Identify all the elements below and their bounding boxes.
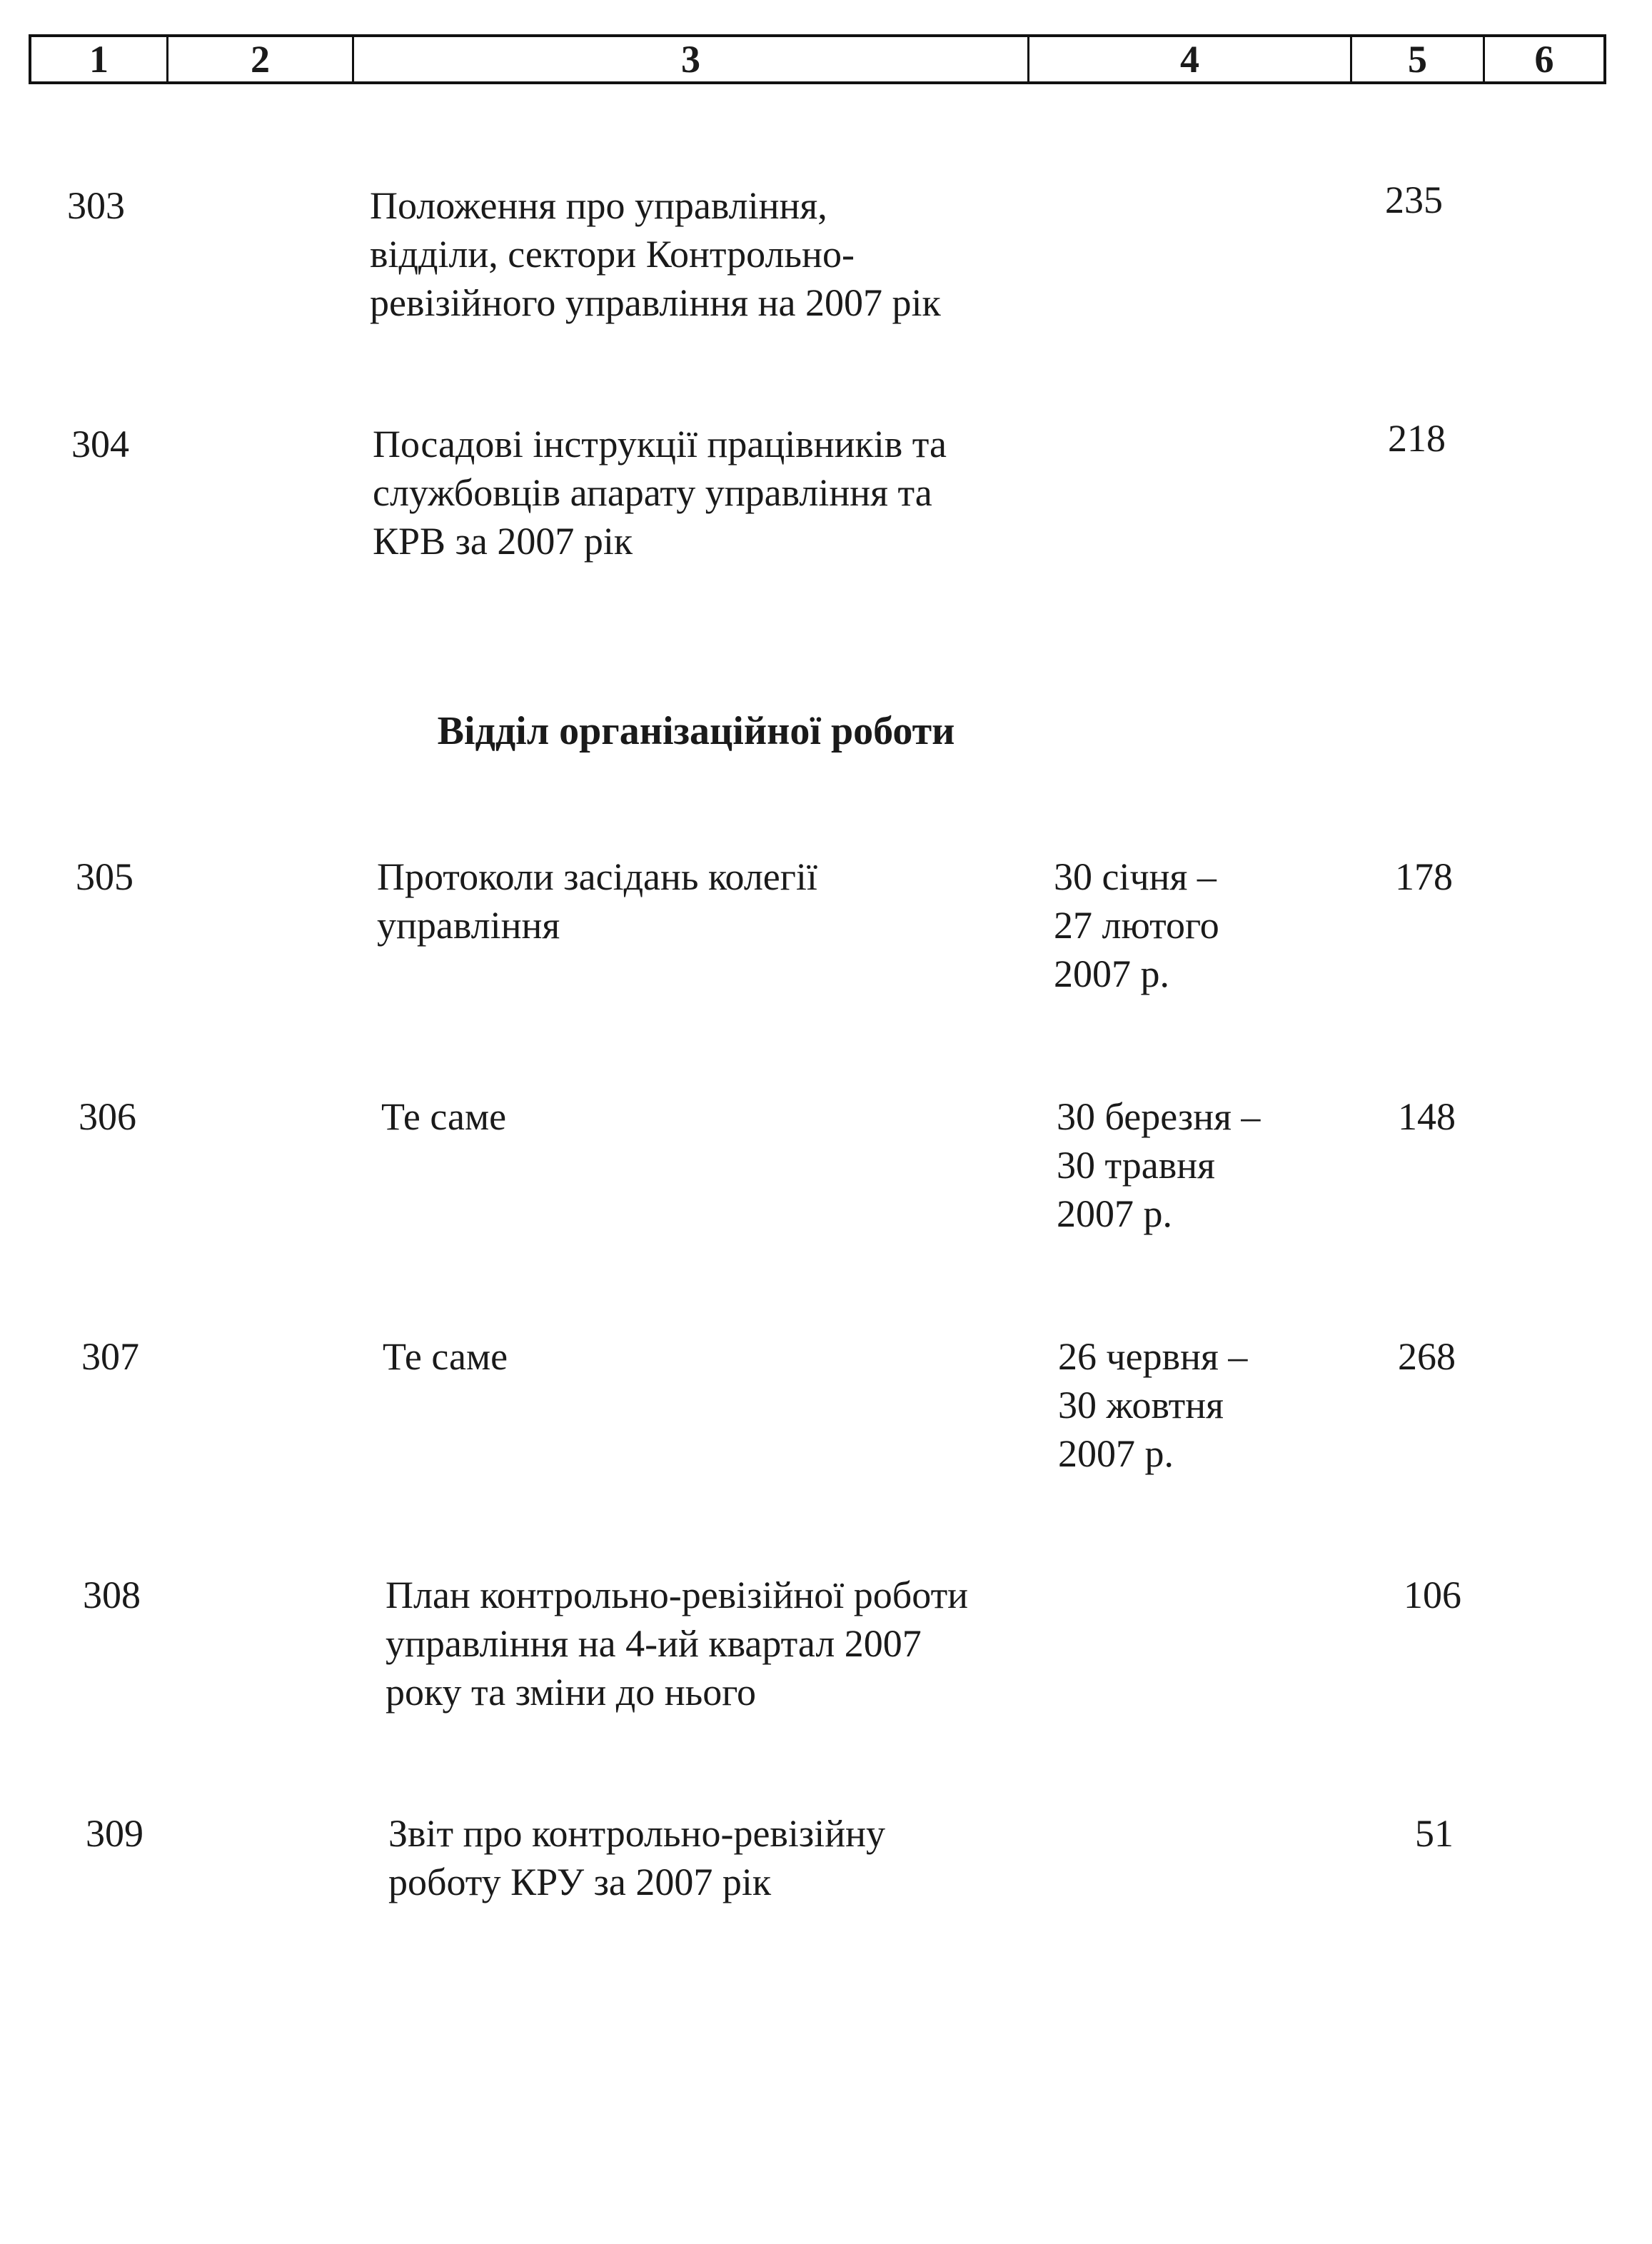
- item-title: Те саме: [381, 1095, 507, 1138]
- sheet-count: 178: [1395, 855, 1453, 898]
- sheet-count: 148: [1398, 1095, 1456, 1138]
- column-header-5: 5: [1352, 37, 1485, 81]
- date-range: 26 червня – 30 жовтня 2007 р.: [1058, 1335, 1248, 1475]
- column-header-1: 1: [31, 37, 168, 81]
- item-number: 308: [83, 1574, 141, 1616]
- item-number: 307: [81, 1335, 139, 1378]
- item-title: План контрольно-ревізійної роботи управління на 4-ий квартал 2007 року та зміни до нього: [386, 1574, 969, 1714]
- item-number: 303: [67, 184, 125, 227]
- date-range: 30 березня – 30 травня 2007 р.: [1057, 1095, 1261, 1235]
- column-header-2: 2: [168, 37, 354, 81]
- sheet-count: 268: [1398, 1335, 1456, 1378]
- sheet-count: 218: [1388, 417, 1446, 460]
- column-header-3: 3: [354, 37, 1029, 81]
- column-header-6: 6: [1534, 38, 1554, 81]
- item-title: Звіт про контрольно-ревізійну роботу КРУ за 2007 рік: [388, 1812, 886, 1903]
- column-header-4: 4: [1029, 37, 1352, 81]
- item-title: Протоколи засідань колегії управління: [377, 855, 817, 947]
- item-number: 305: [76, 855, 134, 898]
- item-title: Посадові інструкції працівників та службовців апарату управління та КРВ за 2007 рік: [373, 423, 947, 563]
- item-number: 306: [79, 1095, 136, 1138]
- section-heading: Відділ організаційної роботи: [437, 709, 955, 753]
- item-title: Положення про управління, відділи, сектори Контрольно- ревізійного управління на 2007 рік: [370, 184, 941, 324]
- sheet-count: 235: [1385, 178, 1443, 221]
- item-number: 304: [71, 423, 129, 466]
- date-range: 30 січня – 27 лютого 2007 р.: [1054, 855, 1219, 995]
- item-number: 309: [86, 1812, 143, 1855]
- sheet-count: 106: [1404, 1574, 1461, 1616]
- item-title: Те саме: [383, 1335, 508, 1378]
- column-header-table: [29, 34, 1606, 84]
- sheet-count: 51: [1415, 1812, 1454, 1855]
